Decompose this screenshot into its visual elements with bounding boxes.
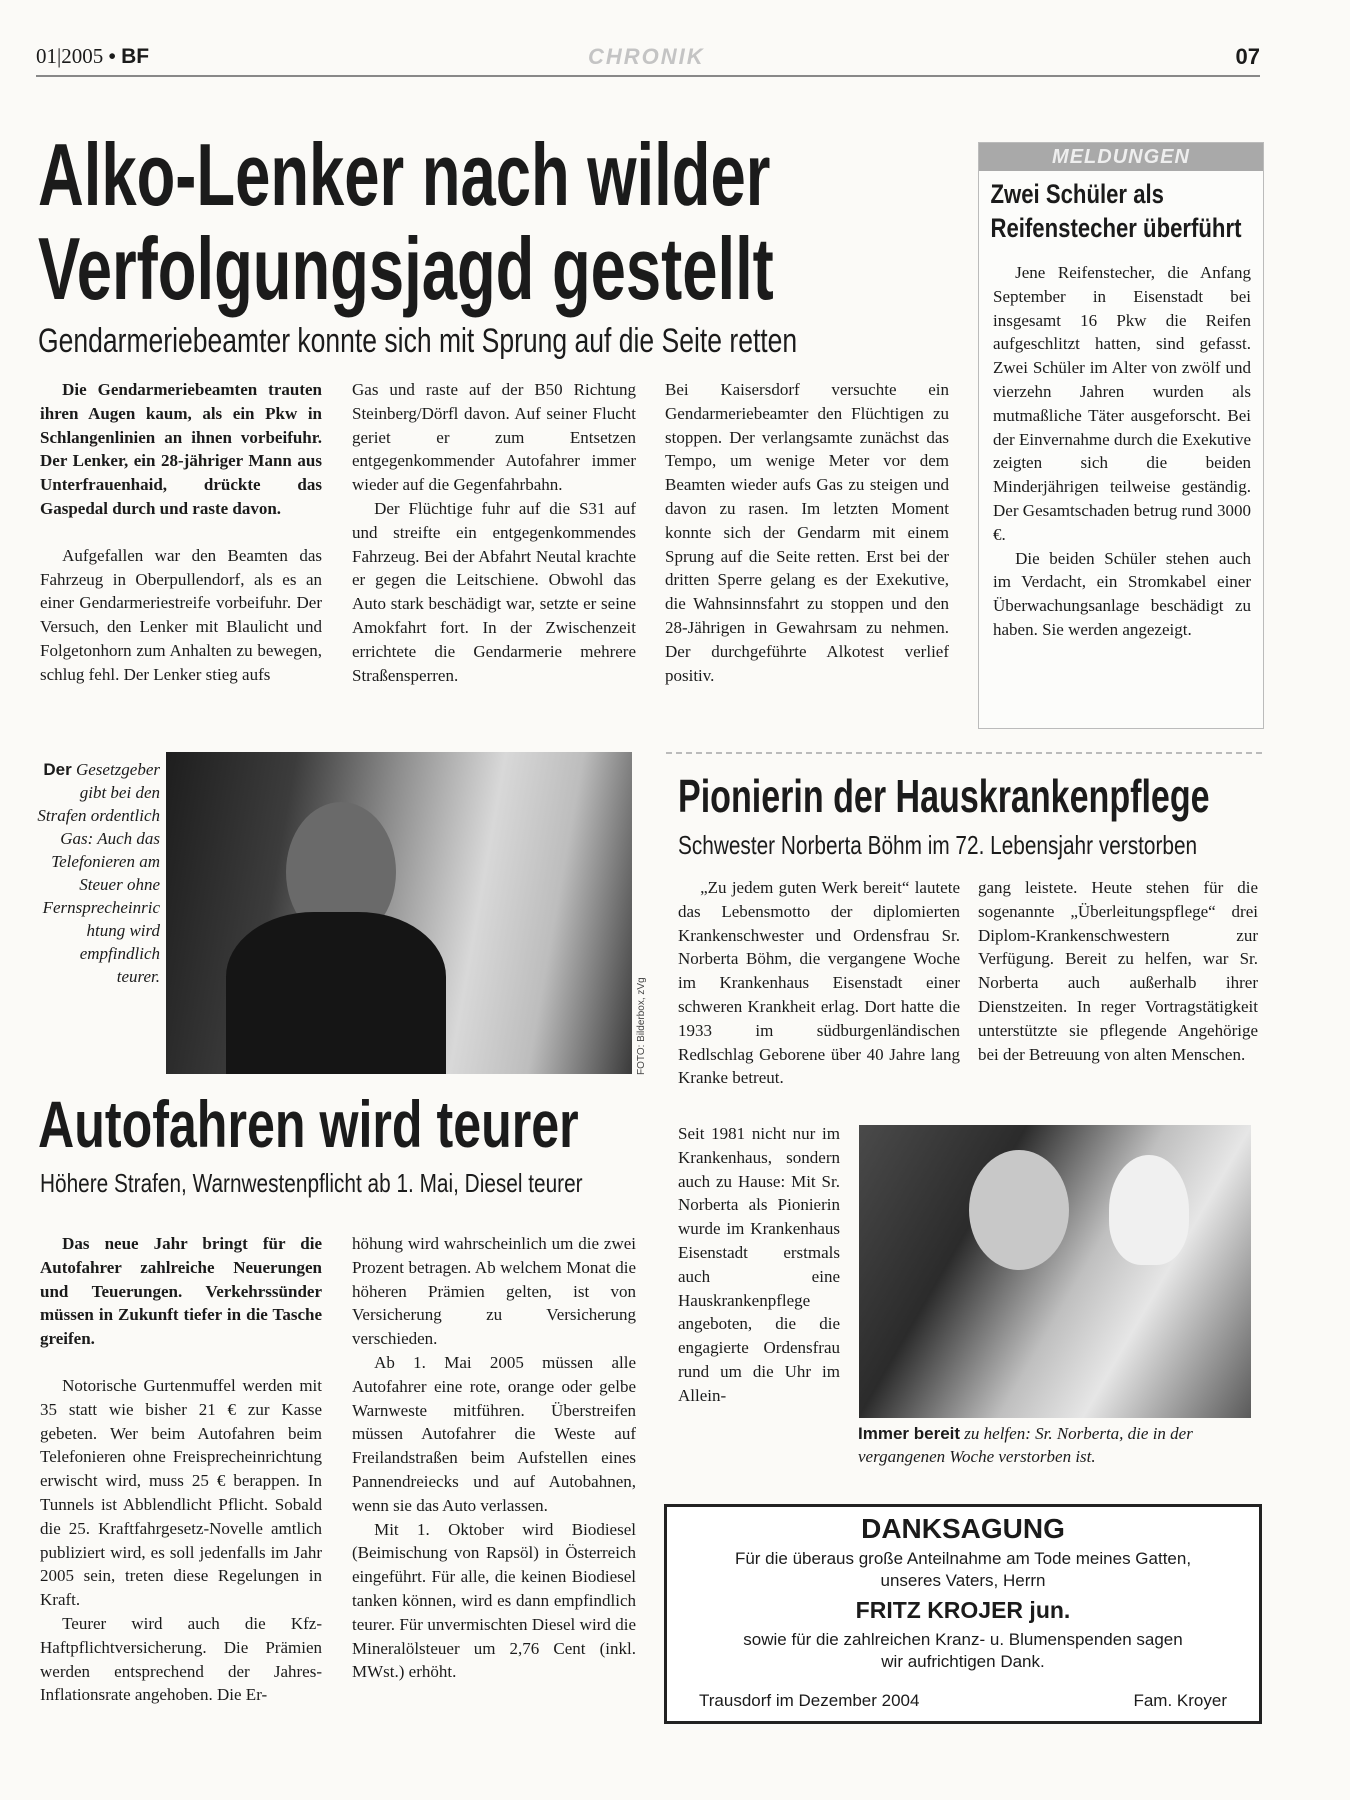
man-silhouette (969, 1150, 1069, 1270)
article3-col1-narrow (678, 1122, 840, 1472)
headline-line: Verfolgungsjagd gestellt (38, 219, 774, 318)
page-number: 07 (1235, 44, 1260, 69)
meldungen-box (978, 142, 1264, 729)
notice-place-date: Trausdorf im Dezember 2004 (699, 1691, 920, 1710)
paragraph: Seit 1981 nicht nur im Krankenhaus, sondern auch zu Hause: Mit Sr. Norberta als Pionierin wurde im Krankenhaus Eisenstadt erstmals auch eine Hauskrankenpflege angeboten, die die engagierte Ordensfrau rund um die Uhr im Allein- (678, 1124, 840, 1405)
notice-name: FRITZ KROJER jun. (855, 1597, 1071, 1623)
meldungen-text (993, 261, 1251, 721)
caption-bold: Der (43, 760, 72, 779)
notice-signature: Fam. Kroyer (1133, 1691, 1227, 1710)
header-rule (36, 75, 1260, 77)
notice-line: Für die überaus große Anteilnahme am Tode meines Gatten, (734, 1549, 1192, 1568)
notice-line: sowie für die zahlreichen Kranz- u. Blumenspenden sagen (743, 1630, 1183, 1649)
article1-subhead: Gendarmeriebeamter konnte sich mit Sprung auf die Seite retten (38, 322, 798, 360)
article2-col2 (352, 1232, 636, 1727)
paragraph: Die beiden Schüler stehen auch im Verdacht, ein Stromkabel einer Überwachungsanlage beschädigt zu haben. Sie werden angezeigt. (993, 548, 1251, 639)
paragraph: gang leistete. Heute stehen für die sogenannte „Überleitungspflege“ drei Diplom-Krankenschwestern zur Verfügung. Bereit zu helfen, war Sr. Norberta auch außerhalb ihrer Dienstzeiten. In reger Vortragstätigkeit unterstützte sie pflegende Angehörige bei der Betreuung von alten Menschen. (978, 878, 1258, 1064)
paragraph: Der Flüchtige fuhr auf die S31 auf und streifte ein entgegenkommendes Fahrzeug. Bei der Abfahrt Neutal krachte er gegen die Leitschiene. Obwohl das Auto stark beschädigt war, setzte er seine Amokfahrt fort. In der Zwischenzeit errichtete die Gendarmerie mehrere Straßensperren. (352, 498, 636, 685)
article3-col1-top (678, 876, 960, 1121)
paragraph: höhung wird wahrscheinlich um die zwei Prozent betragen. Ab welchem Monat die höheren Prämien gelten, ist von Versicherung zu Versicherung verschieden. (352, 1234, 636, 1349)
paragraph: „Zu jedem guten Werk bereit“ lautete das Lebensmotto der diplomierten Krankenschwester und Ordensfrau Sr. Norberta Böhm, die vergangene Woche im Krankenhaus Eisenstadt einer schweren Krankheit erlag. Dort hatte die 1933 im südburgenländischen Redlschlag Geborene über 40 Jahre lang Kranke betreut. (678, 878, 960, 1088)
issue-date: 01|2005 (36, 44, 104, 68)
paragraph: Teurer wird auch die Kfz-Haftpflichtversicherung. Die Prämien werden entsprechend der Jahres-Inflationsrate angehoben. Die Er- (40, 1613, 322, 1705)
notice-line: wir aufrichtigen Dank. (881, 1652, 1045, 1671)
meldungen-label: MELDUNGEN (979, 143, 1263, 171)
caption-text: Gesetzgeber gibt bei den Strafen ordentlich Gas: Auch das Telefonieren am Steuer ohne Fernsprecheinrichtung wird empfindlich teurer. (37, 760, 160, 986)
photo2-caption (858, 1422, 1258, 1468)
lead-paragraph: Die Gendarmeriebeamten trauten ihren Augen kaum, als ein Pkw in Schlangenlinien an ihnen vorbeifuhr. Der Lenker, ein 28-jähriger Mann aus Unterfrauenhaid, drückte das Gaspedal durch und raste davon. (40, 380, 322, 518)
photo1-caption (36, 758, 160, 988)
article3-col2 (978, 876, 1258, 1121)
paragraph: Aufgefallen war den Beamten das Fahrzeug in Oberpullendorf, als es an einer Gendarmeriestreife vorbeifuhr. Der Versuch, den Lenker mit Blaulicht und Folgetonhorn zum Anhalten zu bewegen, schlug fehl. Der Lenker stieg aufs (40, 545, 322, 684)
photo-credit: FOTO: Bilderbox, zVg (636, 977, 647, 1075)
caption-bold: Immer bereit (858, 1424, 961, 1443)
section-divider (666, 752, 1262, 754)
paragraph: Mit 1. Oktober wird Biodiesel (Beimischung von Rapsöl) in Österreich eingeführt. Für alle, die keinen Biodiesel tanken können, wird es dann empfindlich teurer. Für unvermischten Diesel wird die Mineralölsteuer um 2,76 Cent (inkl. MWst.) erhöht. (352, 1519, 636, 1682)
paragraph: Bei Kaisersdorf versuchte ein Gendarmeriebeamter den Flüchtigen zu stoppen. Der verlangsamte zunächst das Tempo, um wenige Meter vor dem Beamten wieder aufs Gas zu steigen und davon zu rasen. Im letzten Moment konnte sich der Gendarm mit einem Sprung auf die Seite retten. Erst bei der dritten Sperre gelang es der Exekutive, die Wahnsinnsfahrt zu stoppen und den 28-Jährigen in Gewahrsam zu nehmen. Der durchgeführte Alkotest verlief positiv. (665, 380, 949, 685)
photo-woman-phoning-in-car (166, 752, 632, 1074)
lead-paragraph: Das neue Jahr bringt für die Autofahrer zahlreiche Neuerungen und Teuerungen. Verkehrssünder müssen in Zukunft tiefer in die Tasche greifen. (40, 1234, 322, 1349)
notice-title: DANKSAGUNG (861, 1513, 1065, 1544)
danksagung-notice (664, 1504, 1262, 1724)
headline-line: Alko-Lenker nach wilder (38, 125, 771, 224)
caption-text: zu helfen: Sr. Norberta, die in der vergangenen Woche verstorben ist. (858, 1424, 1193, 1466)
paragraph: Jene Reifenstecher, die Anfang September in Eisenstadt bei insgesamt 16 Pkw die Reifen aufgeschlitzt hatten, sind gefasst. Zwei Schüler im Alter von zwölf und vierzehn Jahren wurden als mutmaßliche Täter ausgeforscht. Bei der Einvernahme durch die Exekutive zeigten sich die beiden Minderjährigen teilweise geständig. Der Gesamtschaden betrug rund 3000 €. (993, 263, 1251, 544)
photo-sr-norberta (859, 1125, 1251, 1418)
article2-headline: Autofahren wird teurer (38, 1087, 579, 1161)
paragraph: Ab 1. Mai 2005 müssen alle Autofahrer eine rote, orange oder gelbe Warnweste mitführen. Überstreifen müssen Autofahrer die Weste auf Freilandstraßen beim Aufstellen eines Pannendreiecks und auf Autobahnen, wenn sie das Auto verlassen. (352, 1352, 636, 1515)
notice-line: unseres Vaters, Herrn (880, 1571, 1046, 1590)
article3-subhead: Schwester Norberta Böhm im 72. Lebensjahr verstorben (678, 830, 1198, 860)
nun-silhouette (1109, 1155, 1189, 1265)
article2-subhead: Höhere Strafen, Warnwestenpflicht ab 1. Mai, Diesel teurer (40, 1168, 583, 1198)
section-title: CHRONIK (588, 44, 705, 69)
article3-headline: Pionierin der Hauskrankenpflege (678, 770, 1210, 822)
article2-col1 (40, 1232, 322, 1727)
brand: BF (121, 45, 150, 68)
paragraph: Gas und raste auf der B50 Richtung Steinberg/Dörfl davon. Auf seiner Flucht geriet er zum Entsetzen entgegenkommender Autofahrer immer wieder auf die Gegenfahrbahn. (352, 380, 636, 495)
meldungen-headline: Zwei Schüler als Reifenstecher überführt (990, 179, 1242, 243)
article1-col3 (665, 378, 949, 738)
paragraph: Notorische Gurtenmuffel werden mit 35 statt wie bisher 21 € zur Kasse gebeten. Wer beim Autofahren beim Telefonieren ohne Freisprecheinrichtung erwischt wird, muss 25 € berappen. In Tunnels ist Abblendlicht Pflicht. Sobald die 25. Kraftfahrgesetz-Novelle amtlich publiziert wird, es soll jedenfalls im Jahr 2005 sein, treten diese Regelungen in Kraft. (40, 1375, 322, 1610)
article1-col2 (352, 378, 636, 738)
bullet: • (108, 44, 116, 68)
person-body (226, 912, 446, 1074)
issue-info (36, 44, 149, 69)
article1-col1 (40, 378, 322, 738)
article1-headline (38, 125, 774, 318)
